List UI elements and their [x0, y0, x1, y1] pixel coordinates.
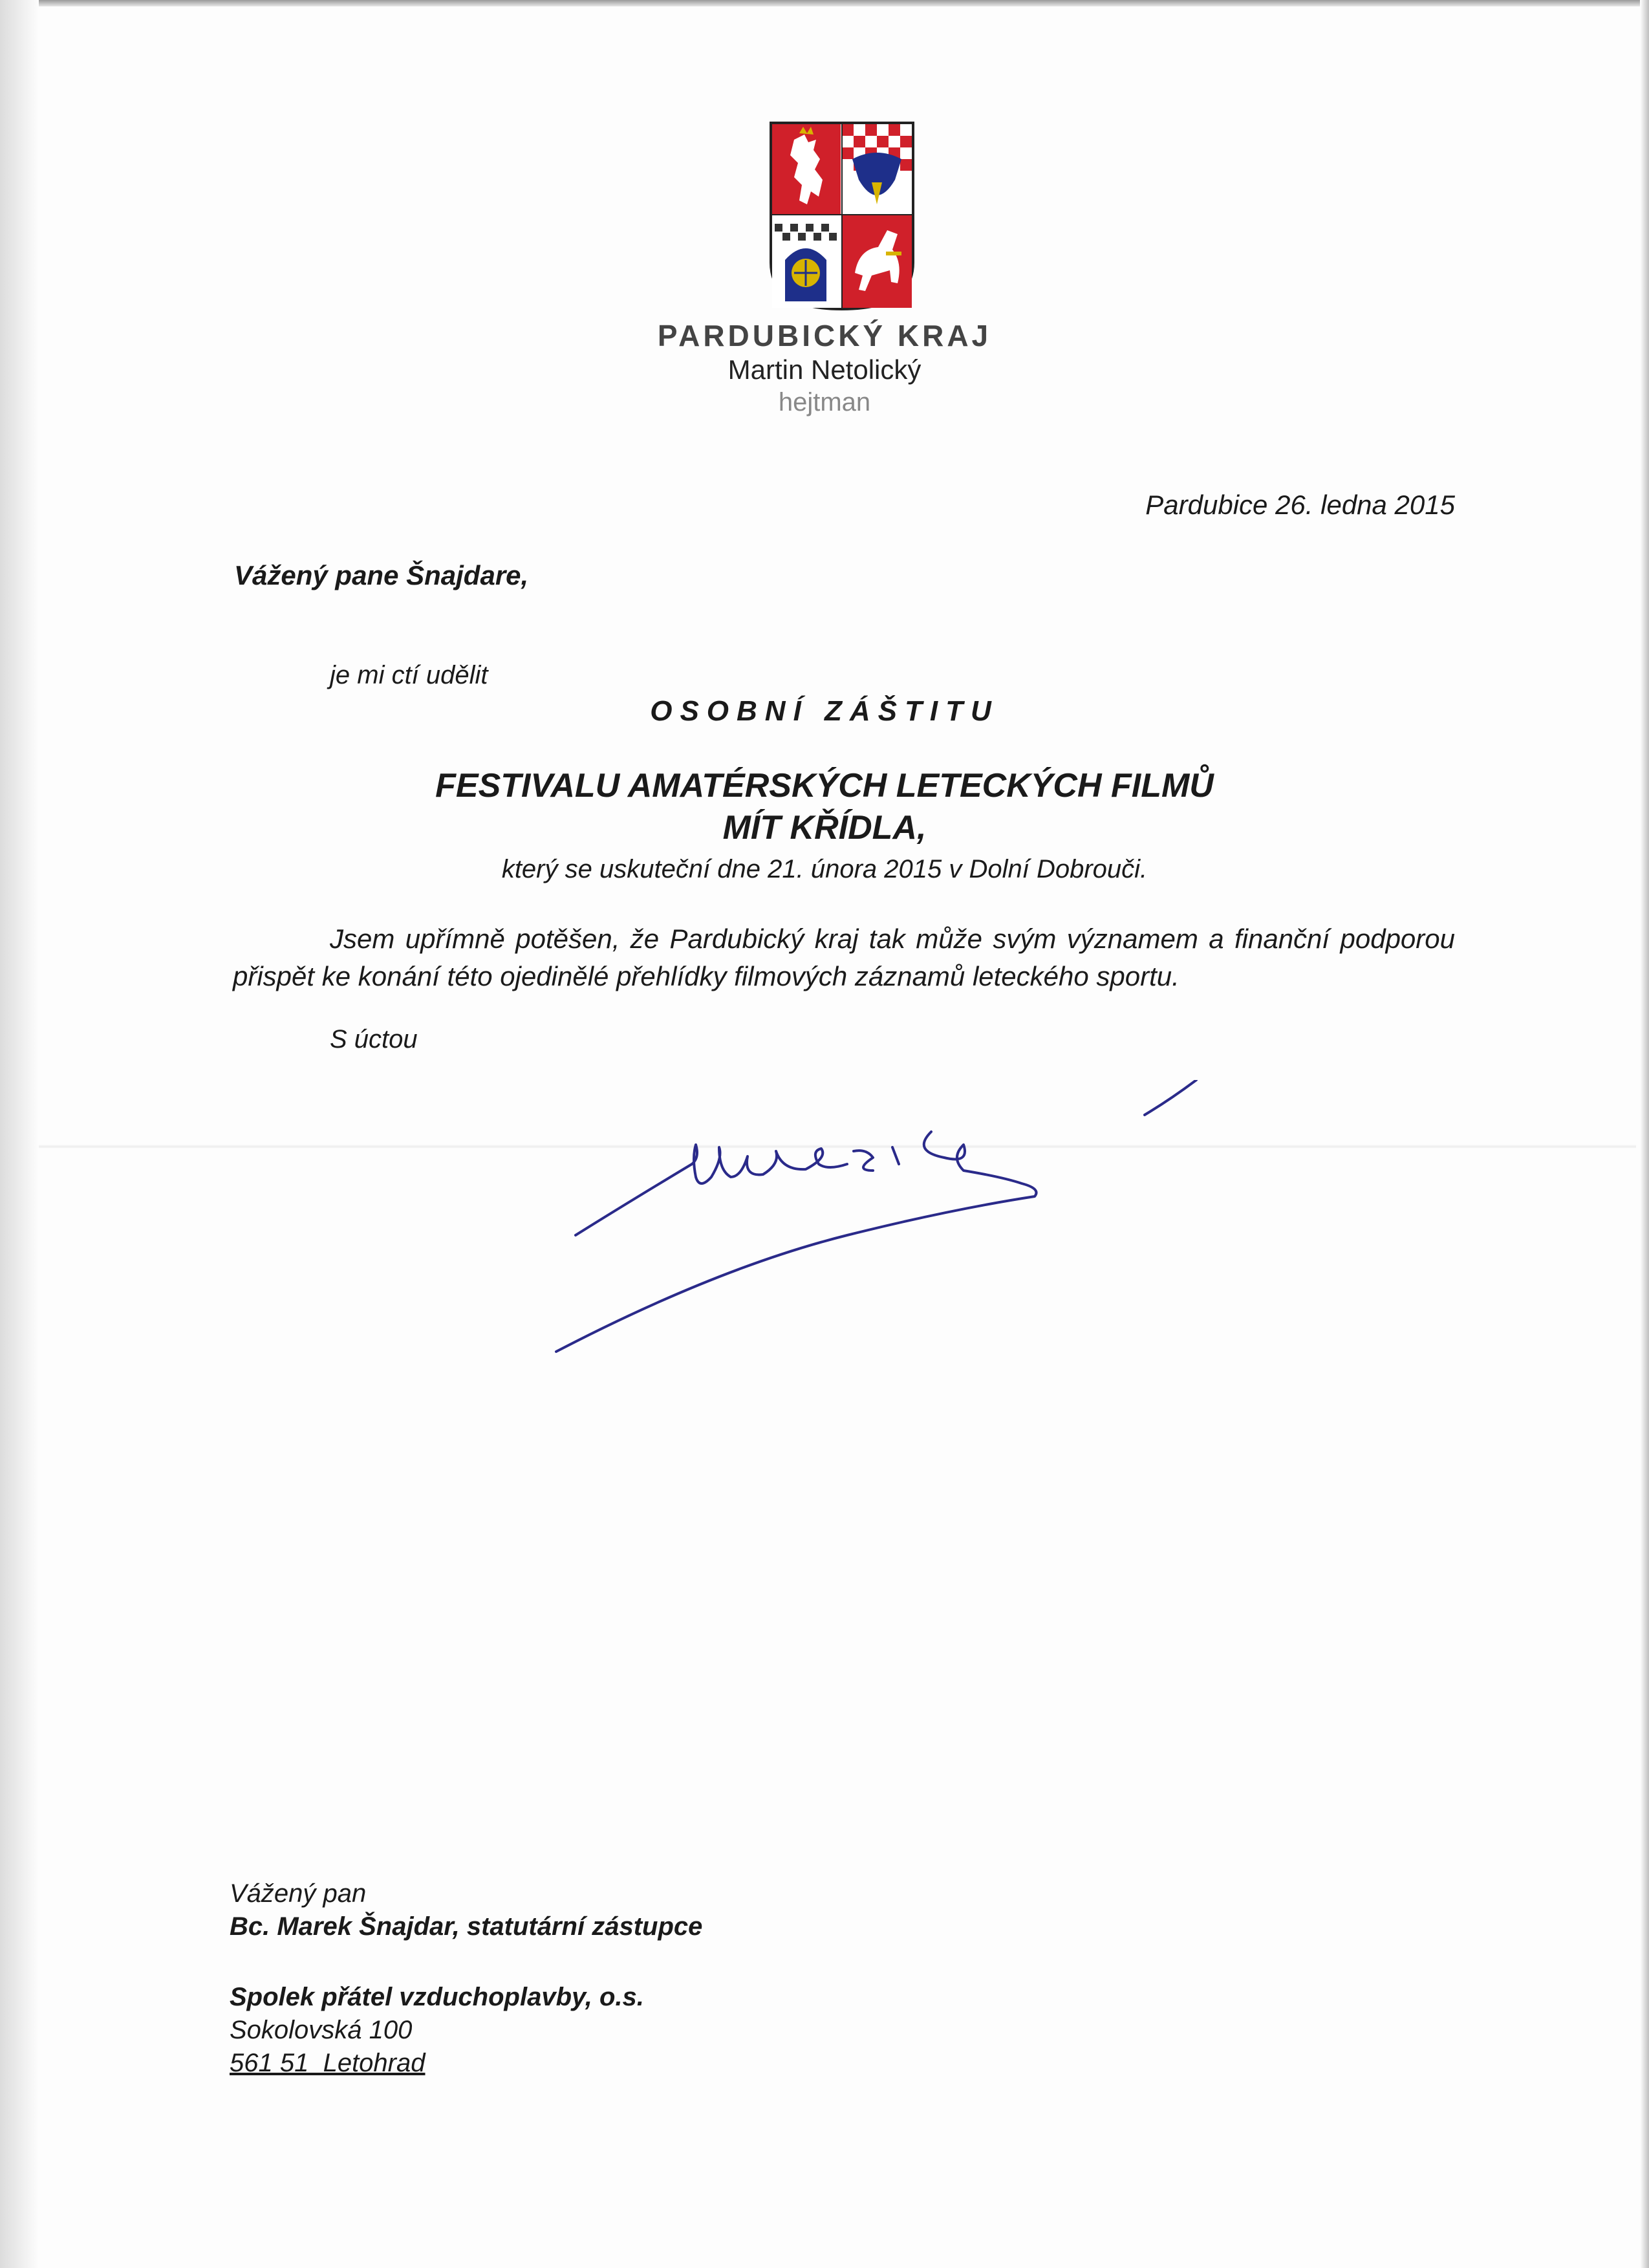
closing-line: S úctou — [330, 1025, 418, 1053]
recipient-organization: Spolek přátel vzduchoplavby, o.s. — [230, 1983, 644, 2011]
handwritten-signature-icon — [550, 1080, 1261, 1365]
recipient-street: Sokolovská 100 — [230, 2016, 413, 2044]
letterhead-name: Martin Netolický — [727, 354, 921, 385]
recipient-name: Bc. Marek Šnajdar, statutární zástupce — [230, 1912, 703, 1941]
recipient-greeting: Vážený pan — [230, 1879, 367, 1908]
letter-date: Pardubice 26. ledna 2015 — [1145, 490, 1455, 520]
festival-name-line-2: MÍT KŘÍDLA, — [722, 809, 927, 847]
letterhead-organization: PARDUBICKÝ KRAJ — [657, 319, 992, 352]
festival-name-line-1: FESTIVALU AMATÉRSKÝCH LETECKÝCH FILMŮ — [435, 767, 1214, 805]
body-paragraph: Jsem upřímně potěšen, že Pardubický kraj tak může svým významem a finanční podporou přispět ke konání této ojedinělé přehlídky filmových záznamů leteckého sportu. — [233, 923, 1455, 991]
event-date-line: který se uskuteční dne 21. února 2015 v Dolní Dobrouči. — [501, 855, 1148, 883]
recipient-city: 561 51 Letohrad — [230, 2049, 426, 2077]
letterhead-role: hejtman — [778, 388, 871, 416]
scan-edge-top — [0, 0, 1649, 6]
intro-line: je mi ctí udělit — [330, 661, 488, 689]
coat-of-arms-icon — [768, 120, 916, 312]
patronage-title: OSOBNÍ ZÁŠTITU — [650, 695, 999, 727]
salutation: Vážený pane Šnajdare, — [234, 560, 529, 590]
